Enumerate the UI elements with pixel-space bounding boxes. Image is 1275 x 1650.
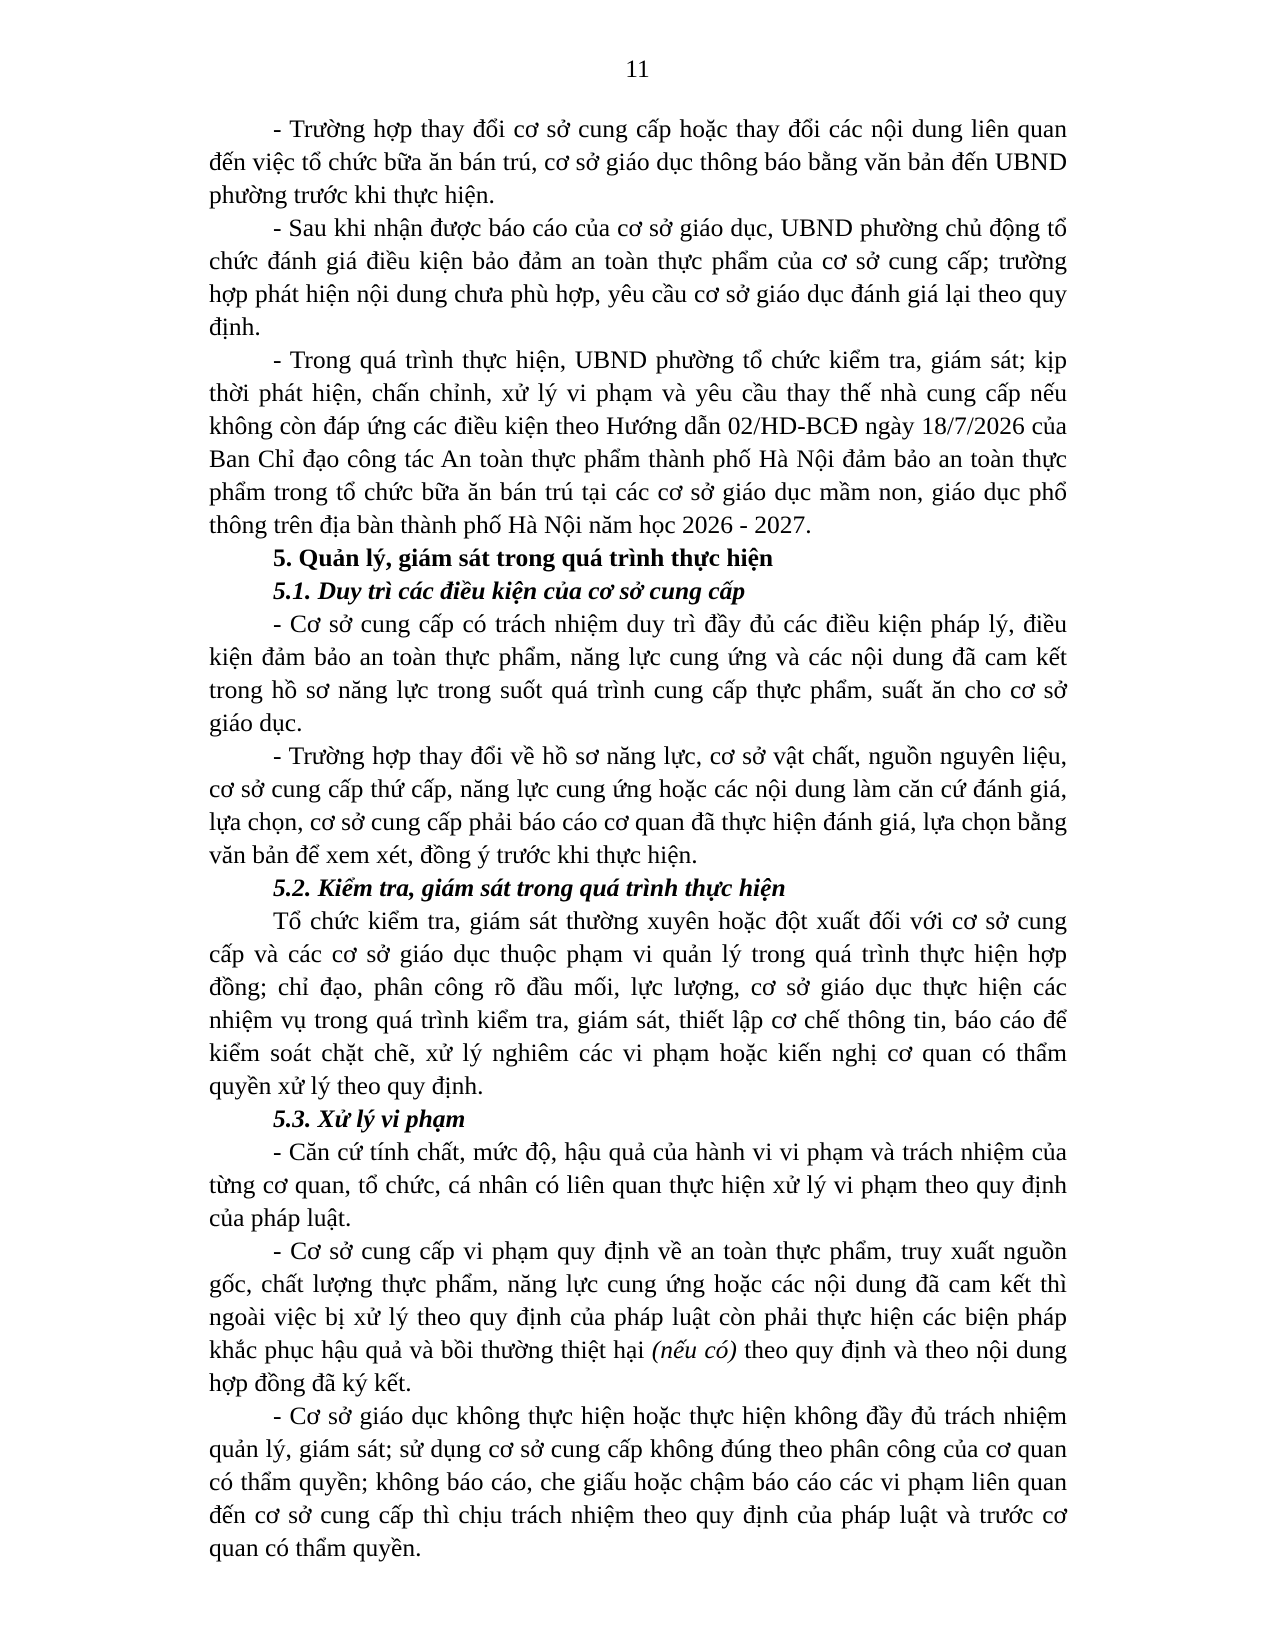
italic-note: (nếu có) <box>651 1335 737 1364</box>
paragraph-maintain-conditions: - Cơ sở cung cấp có trách nhiệm duy trì đầy đủ các điều kiện pháp lý, điều kiện đảm bảo an toàn thực phẩm, năng lực cung ứng và các nội dung đã cam kết trong hồ sơ năng lực trong suốt quá trình cung cấp thực phẩm, suất ăn cho cơ sở giáo dục. <box>209 609 1067 737</box>
subsection-heading-5-2: 5.2. Kiểm tra, giám sát trong quá trình thực hiện <box>273 873 786 902</box>
paragraph-school-responsibility: - Cơ sở giáo dục không thực hiện hoặc thực hiện không đầy đủ trách nhiệm quản lý, giám sát; sử dụng cơ sở cung cấp không đúng theo phân công của cơ quan có thẩm quyền; không báo cáo, che giấu hoặc chậm báo cáo các vi phạm liên quan đến cơ sở cung cấp thì chịu trách nhiệm theo quy định của pháp luật và trước cơ quan có thẩm quyền. <box>209 1401 1067 1562</box>
page-number: 11 <box>625 54 650 83</box>
paragraph-ward-assessment: - Sau khi nhận được báo cáo của cơ sở giáo dục, UBND phường chủ động tổ chức đánh giá điều kiện bảo đảm an toàn thực phẩm của cơ sở cung cấp; trường hợp phát hiện nội dung chưa phù hợp, yêu cầu cơ sở giáo dục đánh giá lại theo quy định. <box>209 213 1067 341</box>
paragraph-violation-basis: - Căn cứ tính chất, mức độ, hậu quả của hành vi vi phạm và trách nhiệm của từng cơ quan, tổ chức, cá nhân có liên quan thực hiện xử lý vi phạm theo quy định của pháp luật. <box>209 1137 1067 1232</box>
subsection-heading-5-3: 5.3. Xử lý vi phạm <box>273 1104 466 1133</box>
subsection-heading-5-1: 5.1. Duy trì các điều kiện của cơ sở cung cấp <box>273 576 746 605</box>
section-heading-5: 5. Quản lý, giám sát trong quá trình thực hiện <box>273 543 774 572</box>
paragraph-ward-inspection: - Trong quá trình thực hiện, UBND phường tổ chức kiểm tra, giám sát; kịp thời phát hiện, chấn chỉnh, xử lý vi phạm và yêu cầu thay thế nhà cung cấp nếu không còn đáp ứng các điều kiện theo Hướng dẫn 02/HD-BCĐ ngày 18/7/2026 của Ban Chỉ đạo công tác An toàn thực phẩm thành phố Hà Nội đảm bảo an toàn thực phẩm trong tổ chức bữa ăn bán trú tại các cơ sở giáo dục mầm non, giáo dục phổ thông trên địa bàn thành phố Hà Nội năm học 2026 - 2027. <box>209 345 1067 539</box>
paragraph-supplier-change: - Trường hợp thay đổi cơ sở cung cấp hoặc thay đổi các nội dung liên quan đến việc tổ chức bữa ăn bán trú, cơ sở giáo dục thông báo bằng văn bản đến UBND phường trước khi thực hiện. <box>209 114 1067 209</box>
paragraph-text: - Cơ sở cung cấp vi phạm quy định về an toàn thực phẩm, truy xuất nguồn gốc, chất lượng thực phẩm, năng lực cung ứng hoặc các nội dung đã cam kết thì ngoài việc bị xử lý theo quy định của pháp luật còn phải thực hiện các biện pháp khắc phục hậu quả và bồi thường thiệt hại <box>209 1236 1067 1364</box>
paragraph-report-changes: - Trường hợp thay đổi về hồ sơ năng lực, cơ sở vật chất, nguồn nguyên liệu, cơ sở cung cấp thứ cấp, năng lực cung ứng hoặc các nội dung làm căn cứ đánh giá, lựa chọn, cơ sở cung cấp phải báo cáo cơ quan đã thực hiện đánh giá, lựa chọn bằng văn bản để xem xét, đồng ý trước khi thực hiện. <box>209 741 1067 869</box>
paragraph-supplier-violation <box>209 1234 1067 1399</box>
paragraph-inspection: Tổ chức kiểm tra, giám sát thường xuyên hoặc đột xuất đối với cơ sở cung cấp và các cơ sở giáo dục thuộc phạm vi quản lý trong quá trình thực hiện hợp đồng; chỉ đạo, phân công rõ đầu mối, lực lượng, cơ sở giáo dục thực hiện các nhiệm vụ trong quá trình kiểm tra, giám sát, thiết lập cơ chế thông tin, báo cáo để kiểm soát chặt chẽ, xử lý nghiêm các vi phạm hoặc kiến nghị cơ quan có thẩm quyền xử lý theo quy định. <box>209 906 1067 1100</box>
paragraph-text-tail: theo quy định và theo nội dung hợp đồng đã ký kết. <box>209 1335 1068 1397</box>
document-body <box>209 112 1067 1564</box>
